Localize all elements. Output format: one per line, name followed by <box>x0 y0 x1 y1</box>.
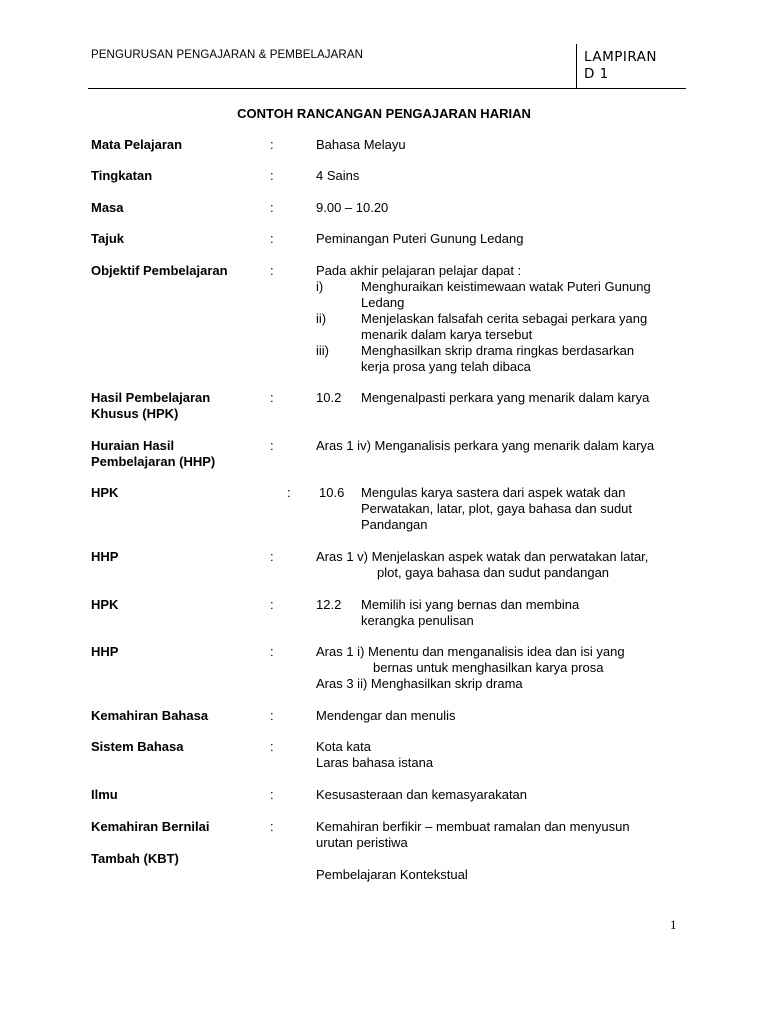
hpk2-text-2: Perwatakan, latar, plot, gaya bahasa dan sudut <box>361 501 633 516</box>
page-number: 1 <box>670 917 677 932</box>
header-lampiran-line1: LAMPIRAN <box>584 49 658 65</box>
hhp2-text-2: plot, gaya bahasa dan sudut pandangan <box>377 565 610 580</box>
objektif-intro: Pada akhir pelajaran pelajar dapat : <box>316 263 522 278</box>
header-title: PENGURUSAN PENGAJARAN & PEMBELAJARAN <box>91 49 363 61</box>
colon: : <box>270 263 274 278</box>
colon: : <box>270 739 274 754</box>
value-mata-pelajaran: Bahasa Melayu <box>316 137 406 152</box>
value-tingkatan: 4 Sains <box>316 168 360 183</box>
label-mata-pelajaran: Mata Pelajaran <box>91 137 183 152</box>
objektif-num-1: i) <box>316 279 324 294</box>
label-hpk-line2: Khusus (HPK) <box>91 406 179 421</box>
document-title: CONTOH RANCANGAN PENGAJARAN HARIAN <box>237 106 531 121</box>
label-hpk-line1: Hasil Pembelajaran <box>91 390 211 405</box>
hhp2-text-1: Aras 1 v) Menjelaskan aspek watak dan perwatakan latar, <box>316 549 649 564</box>
objektif-text-3b: kerja prosa yang telah dibaca <box>361 359 531 374</box>
hpk2-text-3: Pandangan <box>361 517 428 532</box>
colon: : <box>270 137 274 152</box>
value-sistem-bahasa-1: Kota kata <box>316 739 371 754</box>
label-kbt-line2: Tambah (KBT) <box>91 851 179 866</box>
label-sistem-bahasa: Sistem Bahasa <box>91 739 184 754</box>
hpk3-text-1: Memilih isi yang bernas dan membina <box>361 597 580 612</box>
hhp3-text-1: Aras 1 i) Menentu dan menganalisis idea dan isi yang <box>316 644 625 659</box>
hpk1-text: Mengenalpasti perkara yang menarik dalam karya <box>361 390 650 405</box>
value-ilmu: Kesusasteraan dan kemasyarakatan <box>316 787 528 802</box>
label-kemahiran-bahasa: Kemahiran Bahasa <box>91 708 209 723</box>
label-hhp-line2: Pembelajaran (HHP) <box>91 454 216 469</box>
hpk2-text-1: Mengulas karya sastera dari aspek watak dan <box>361 485 626 500</box>
hhp3-text-3: Aras 3 ii) Menghasilkan skrip drama <box>316 676 523 691</box>
label-hpk2: HPK <box>91 485 119 500</box>
colon: : <box>270 390 274 405</box>
label-hhp3: HHP <box>91 644 119 659</box>
colon: : <box>270 787 274 802</box>
label-masa: Masa <box>91 200 124 215</box>
label-hhp2: HHP <box>91 549 119 564</box>
header-rule <box>88 88 686 89</box>
colon: : <box>270 231 274 246</box>
value-kbt-3: Pembelajaran Kontekstual <box>316 867 468 882</box>
header-divider <box>576 44 577 88</box>
hpk3-num: 12.2 <box>316 597 342 612</box>
colon: : <box>270 597 274 612</box>
colon: : <box>287 485 291 500</box>
colon: : <box>270 819 274 834</box>
value-masa: 9.00 – 10.20 <box>316 200 389 215</box>
label-ilmu: Ilmu <box>91 787 118 802</box>
value-kbt-2: urutan peristiwa <box>316 835 408 850</box>
objektif-text-3a: Menghasilkan skrip drama ringkas berdasarkan <box>361 343 635 358</box>
label-hhp-line1: Huraian Hasil <box>91 438 175 453</box>
colon: : <box>270 438 274 453</box>
hpk1-num: 10.2 <box>316 390 342 405</box>
value-tajuk: Peminangan Puteri Gunung Ledang <box>316 231 524 246</box>
header-lampiran-line2: D 1 <box>584 66 609 82</box>
colon: : <box>270 644 274 659</box>
colon: : <box>270 549 274 564</box>
hpk3-text-2: kerangka penulisan <box>361 613 474 628</box>
label-tingkatan: Tingkatan <box>91 168 153 183</box>
objektif-num-3: iii) <box>316 343 329 358</box>
objektif-text-2a: Menjelaskan falsafah cerita sebagai perkara yang <box>361 311 648 326</box>
colon: : <box>270 168 274 183</box>
hhp1-text: Aras 1 iv) Menganalisis perkara yang menarik dalam karya <box>316 438 655 453</box>
objektif-text-2b: menarik dalam karya tersebut <box>361 327 533 342</box>
label-objektif: Objektif Pembelajaran <box>91 263 228 278</box>
value-kbt-1: Kemahiran berfikir – membuat ramalan dan menyusun <box>316 819 630 834</box>
hhp3-text-2: bernas untuk menghasilkan karya prosa <box>373 660 604 675</box>
header-lampiran <box>584 49 657 83</box>
colon: : <box>270 708 274 723</box>
value-sistem-bahasa-2: Laras bahasa istana <box>316 755 434 770</box>
objektif-text-1b: Ledang <box>361 295 405 310</box>
colon: : <box>270 200 274 215</box>
label-hpk3: HPK <box>91 597 119 612</box>
value-kemahiran-bahasa: Mendengar dan menulis <box>316 708 456 723</box>
objektif-num-2: ii) <box>316 311 327 326</box>
hpk2-num: 10.6 <box>319 485 345 500</box>
label-kbt-line1: Kemahiran Bernilai <box>91 819 210 834</box>
label-tajuk: Tajuk <box>91 231 124 246</box>
objektif-text-1a: Menghuraikan keistimewaan watak Puteri Gunung <box>361 279 651 294</box>
